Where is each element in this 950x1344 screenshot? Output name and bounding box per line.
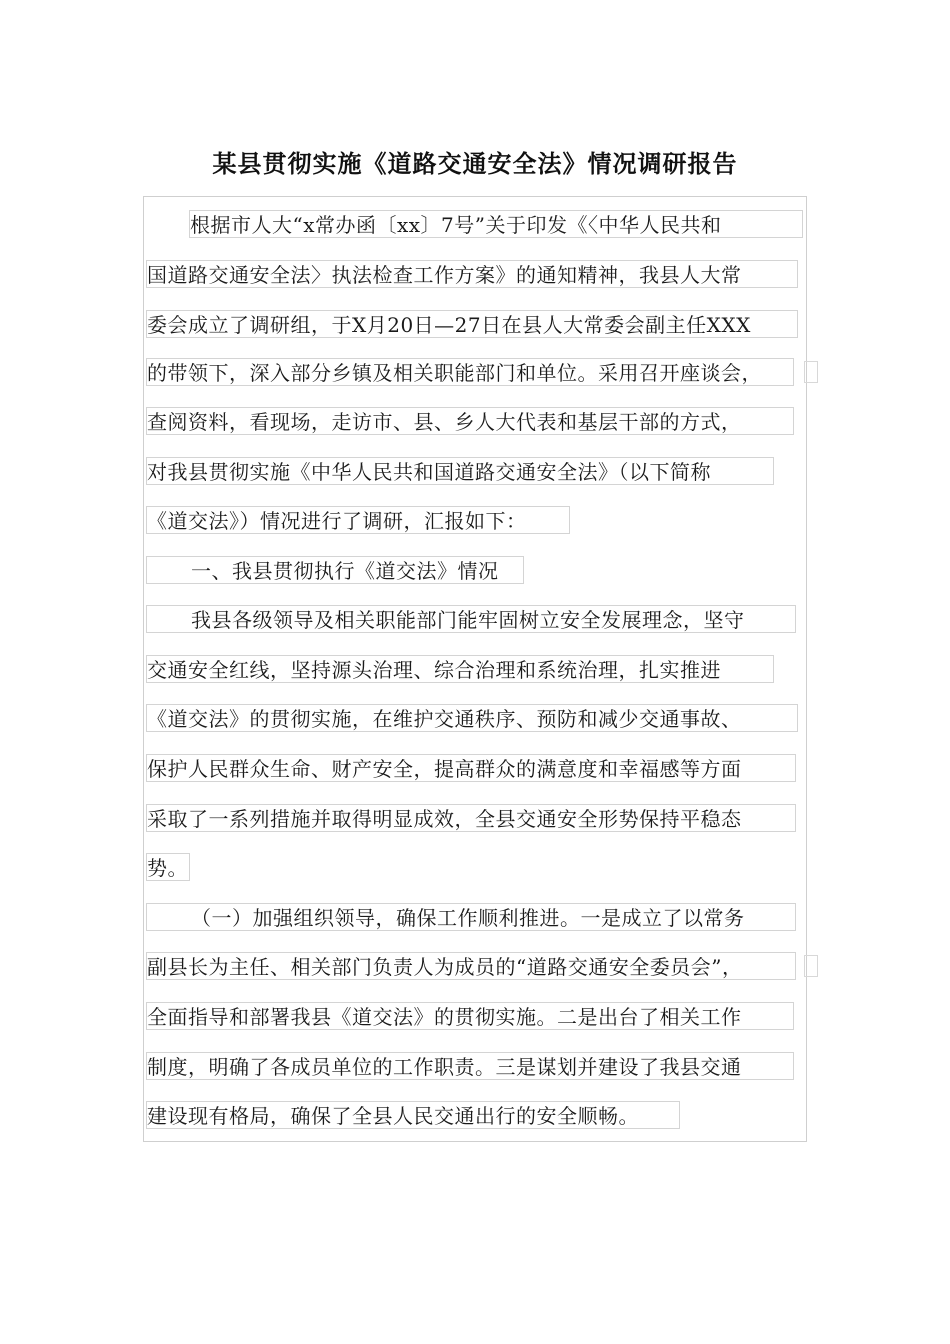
text-line: 制度，明确了各成员单位的工作职责。三是谋划并建设了我县交通 xyxy=(146,1052,794,1080)
text-line: 根据市人大“x常办函〔xx〕7号”关于印发《〈中华人民共和 xyxy=(189,210,803,238)
line-overflow-marker xyxy=(804,361,818,383)
text-line: 委会成立了调研组，于X月20日—27日在县人大常委会副主任XXX xyxy=(146,310,798,338)
text-line: 《道交法》）情况进行了调研，汇报如下： xyxy=(146,506,570,534)
text-line: （一）加强组织领导，确保工作顺利推进。一是成立了以常务 xyxy=(146,903,796,931)
document-title: 某县贯彻实施《道路交通安全法》情况调研报告 xyxy=(212,149,738,178)
section-heading: 一、我县贯彻执行《道交法》情况 xyxy=(146,556,524,584)
text-line: 交通安全红线，坚持源头治理、综合治理和系统治理，扎实推进 xyxy=(146,655,774,683)
text-line: 我县各级领导及相关职能部门能牢固树立安全发展理念，坚守 xyxy=(146,605,796,633)
text-line: 《道交法》的贯彻实施，在维护交通秩序、预防和减少交通事故、 xyxy=(146,704,798,732)
text-line: 保护人民群众生命、财产安全，提高群众的满意度和幸福感等方面 xyxy=(146,754,796,782)
text-line: 采取了一系列措施并取得明显成效，全县交通安全形势保持平稳态 xyxy=(146,804,796,832)
text-line: 副县长为主任、相关部门负责人为成员的“道路交通安全委员会”， xyxy=(146,952,796,980)
text-line: 国道路交通安全法〉执法检查工作方案》的通知精神，我县人大常 xyxy=(146,260,798,288)
text-line: 建设现有格局，确保了全县人民交通出行的安全顺畅。 xyxy=(146,1101,680,1129)
text-line: 的带领下，深入部分乡镇及相关职能部门和单位。采用召开座谈会， xyxy=(146,358,794,386)
text-line: 查阅资料，看现场，走访市、县、乡人大代表和基层干部的方式， xyxy=(146,407,794,435)
line-overflow-marker xyxy=(804,955,818,977)
text-line: 对我县贯彻实施《中华人民共和国道路交通安全法》（以下简称 xyxy=(146,457,774,485)
text-line: 势。 xyxy=(146,853,190,881)
text-line: 全面指导和部署我县《道交法》的贯彻实施。二是出台了相关工作 xyxy=(146,1002,794,1030)
